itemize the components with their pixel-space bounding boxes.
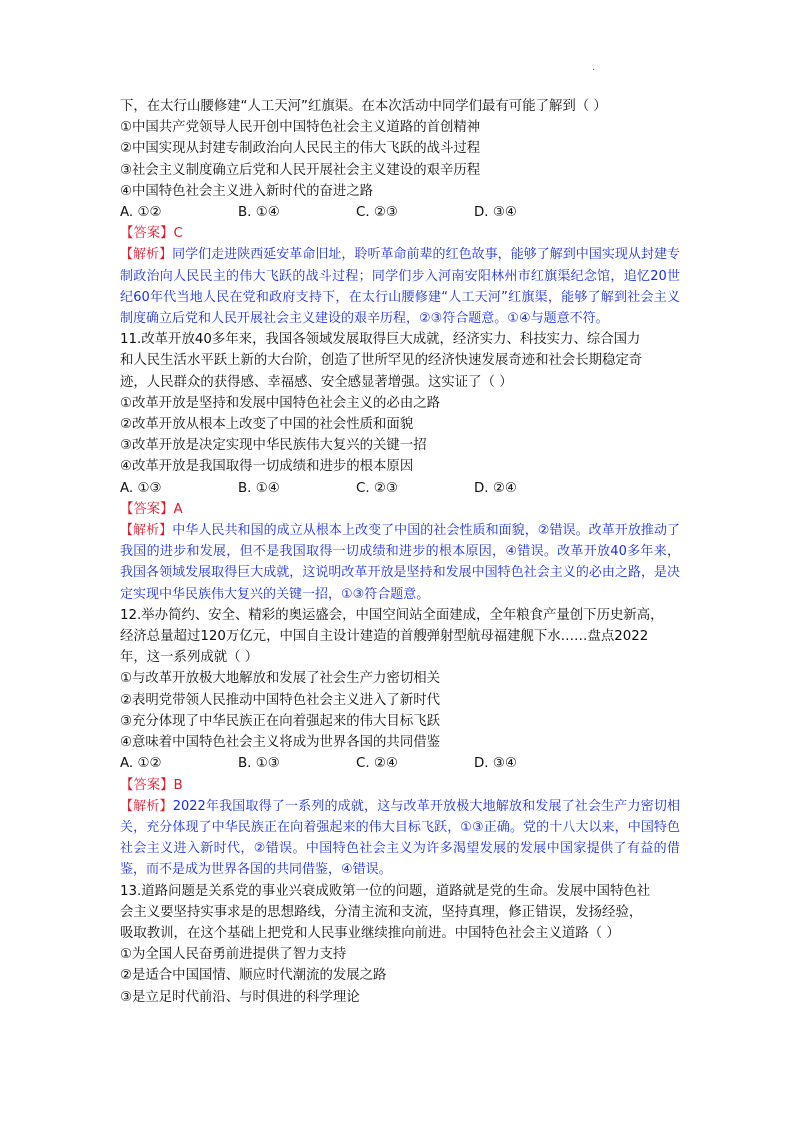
analysis-text [120,520,680,605]
analysis-tag: 【解析】 [120,247,173,263]
option-d: D. ③④ [474,205,517,221]
option-b: B. ①④ [238,205,280,221]
question-stem-line: 13.道路问题是关系党的事业兴衰成败第一位的问题，道路就是党的生命。发展中国特色社 [120,883,651,899]
question-13 [120,881,680,1008]
choice-item: ①为全国人民奋勇前进提供了智力支持 [120,947,347,963]
question-stem-line: 11.改革开放40多年来，我国各领域发展取得巨大成就，经济实力、科技实力、综合国力 [120,332,641,348]
exam-content [120,96,680,1008]
question-stem-line: 下，在太行山腰修建“人工天河”红旗渠。在本次活动中同学们最有可能了解到（ ） [120,99,607,114]
choice-item: ③是立足时代前沿、与时俱进的科学理论 [120,989,360,1005]
choice-item: ③改革开放是决定实现中华民族伟大复兴的关键一招 [120,438,427,454]
analysis-text [120,244,680,329]
question-11 [120,329,680,605]
option-b: B. ①④ [238,480,280,496]
header-mark: . [592,62,596,73]
option-a: A. ①② [120,756,162,772]
analysis-text [120,796,680,881]
question-stem-line: 和人民生活水平跃上新的大台阶，创造了世所罕见的经济快速发展奇迹和社会长期稳定奇 [120,353,643,369]
question-stem-line: 年，这一系列成就（ ） [120,650,259,666]
choice-item: ②中国实现从封建专制政治向人民民主的伟大飞跃的战斗过程 [120,141,481,157]
analysis-body: 中华人民共和国的成立从根本上改变了中国的社会性质和面貌，②错误。改革开放推动了我国的进步和发展，但不是我国取得一切成绩和进步的根本原因，④错误。改革开放40多年来，我国各领域发展取得巨大成就，这说明改革开放是坚持和发展中国特色社会主义的必由之路，是决定实现中华民族伟大复兴的关键一招，①③符合题意。 [120,523,680,602]
option-c: C. ②③ [356,480,398,496]
question-stem-line: 吸取教训，在这个基础上把党和人民事业继续推向前进。中国特色社会主义道路（ ） [120,925,620,941]
choice-item: ①与改革开放极大地解放和发展了社会生产力密切相关 [120,671,440,687]
option-d: D. ③④ [474,756,517,772]
choice-item: ①中国共产党领导人民开创中国特色社会主义道路的首创精神 [120,120,481,136]
answer-options [120,478,680,499]
choice-item: ④中国特色社会主义进入新时代的奋进之路 [120,183,374,199]
question-12 [120,605,680,881]
analysis-tag: 【解析】 [120,798,173,814]
answer-options [120,202,680,223]
question-10 [120,96,680,329]
analysis-body: 同学们走进陕西延安革命旧址，聆听革命前辈的红色故事，能够了解到中国实现从封建专制政治向人民民主的伟大飞跃的战斗过程；同学们步入河南安阳林州市红旗渠纪念馆，追忆20世纪60年代当地人民在党和政府支持下，在太行山腰修建“人工天河”红旗渠，能够了解到社会主义制度确立后党和人民开展社会主义建设的艰辛历程，②③符合题意。①④与题意不符。 [120,247,680,327]
analysis-tag: 【解析】 [120,523,173,539]
answer-label: 【答案】B [120,777,183,793]
choice-item: ③社会主义制度确立后党和人民开展社会主义建设的艰辛历程 [120,162,481,178]
choice-item: ④意味着中国特色社会主义将成为世界各国的共同借鉴 [120,735,440,751]
question-stem-line: 经济总量超过120万亿元，中国自主设计建造的首艘弹射型航母福建舰下水……盘点2022 [120,629,649,645]
choice-item: ②是适合中国国情、顺应时代潮流的发展之路 [120,968,387,984]
answer-label: 【答案】A [120,501,183,517]
option-b: B. ①③ [238,756,280,772]
choice-item: ④改革开放是我国取得一切成绩和进步的根本原因 [120,459,414,475]
question-stem-line: 12.举办简约、安全、精彩的奥运盛会，中国空间站全面建成，全年粮食产量创下历史新高， [120,607,664,623]
answer-options [120,753,680,774]
choice-item: ②表明党带领人民推动中国特色社会主义进入了新时代 [120,692,440,708]
option-a: A. ①③ [120,480,162,496]
option-c: C. ②④ [356,756,398,772]
answer-label: 【答案】C [120,226,183,242]
option-d: D. ②④ [474,480,517,496]
question-stem-line: 会主义要坚持实事求是的思想路线，分清主流和支流，坚持真理，修正错误，发扬经验， [120,904,643,920]
analysis-body: 2022年我国取得了一系列的成就，这与改革开放极大地解放和发展了社会生产力密切相关，充分体现了中华民族正在向着强起来的伟大目标飞跃，①③正确。党的十八大以来，中国特色社会主义进入新时代，②错误。中国特色社会主义为许多渴望发展的发展中国家提供了有益的借鉴，而不是成为世界各国的共同借鉴，④错误。 [120,798,680,878]
option-a: A. ①② [120,205,162,221]
question-stem-line: 迹，人民群众的获得感、幸福感、安全感显著增强。这实证了（ ） [120,374,513,390]
choice-item: ③充分体现了中华民族正在向着强起来的伟大目标飞跃 [120,713,440,729]
choice-item: ②改革开放从根本上改变了中国的社会性质和面貌 [120,417,414,433]
option-c: C. ②③ [356,205,398,221]
choice-item: ①改革开放是坚持和发展中国特色社会主义的必由之路 [120,395,440,411]
